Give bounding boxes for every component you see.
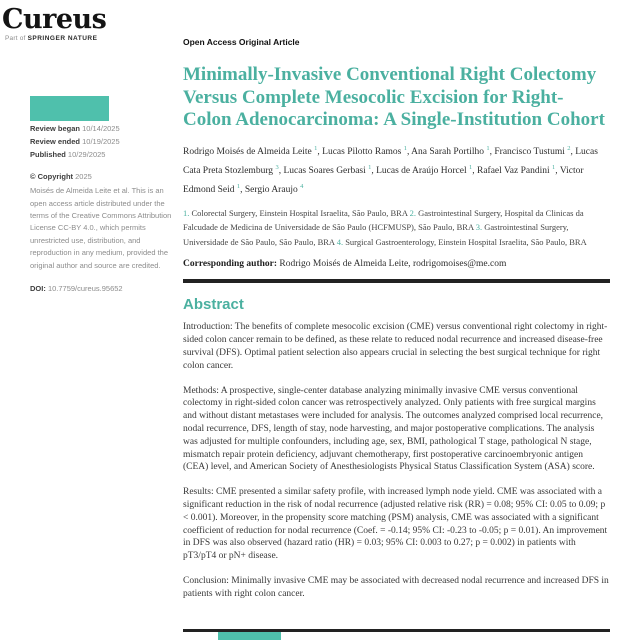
affiliation-number: 1. (183, 207, 190, 218)
logo-tagline (5, 35, 106, 42)
review-dates (30, 123, 180, 161)
bottom-divider (183, 629, 610, 632)
doi-label: DOI: (30, 284, 46, 294)
article-main (183, 37, 610, 601)
affiliation-text: Gastrointestinal Surgery, Universidade de São Paulo, São Paulo, BRA (183, 222, 569, 247)
author-affiliation-number: 1 (314, 144, 318, 152)
date-row: Review ended 10/19/2025 (30, 136, 120, 146)
article-meta-sidebar (30, 123, 180, 296)
tagline-publisher: SPRINGER NATURE (27, 35, 98, 42)
article-type-label: Open Access Original Article (183, 37, 300, 47)
cureus-logo-text: Cureus (2, 4, 107, 35)
date-row: Published 10/29/2025 (30, 149, 106, 159)
author-affiliation-number: 1 (403, 144, 407, 152)
date-row: Review began 10/14/2025 (30, 124, 120, 133)
corresponding-label: Corresponding author: (183, 259, 278, 270)
affiliation-number: 4. (336, 236, 344, 247)
abstract-paragraph-conclusion: Conclusion: Minimally invasive CME may be associated with decreased nodal recurrence and increased DFS in patients with right colon cancer. (183, 576, 609, 599)
author-name: Lucas Soares Gerbasi $^1$ (283, 163, 372, 176)
affiliation-number: 2. (409, 207, 417, 218)
section-divider-double (183, 279, 610, 283)
corresponding-name: Rodrigo Moisés de Almeida Leite, (279, 259, 411, 270)
doi-line (30, 283, 180, 296)
affiliation-text: Gastrointestinal Surgery, Hospital da Clinicas da Falcudade de Medicina de Universidade de São Paulo (HCFMUSP), São Paulo, BRA (183, 207, 584, 233)
tagline-prefix: Part of (5, 35, 28, 42)
abstract-heading: Abstract (183, 296, 244, 314)
author-name: Sergio Araujo $^4$ (244, 182, 304, 195)
cureus-logo (2, 6, 106, 42)
copyright-line (30, 171, 180, 184)
author-name: Ana Sarah Portilho $^1$ (411, 144, 490, 157)
copyright-label: © Copyright (30, 172, 74, 182)
author-name: Rafael Vaz Pandini $^1$ (476, 163, 556, 176)
doi-value: 10.7759/cureus.95652 (47, 284, 123, 294)
copyright-block (30, 171, 180, 272)
author-affiliation-number: 1 (552, 163, 556, 171)
corresponding-author-line (183, 259, 610, 269)
author-affiliation-number: 2 (567, 144, 571, 152)
author-name: Lucas Pilotto Ramos $^1$ (322, 144, 407, 157)
article-title: Minimally-Invasive Conventional Right Colectomy Versus Complete Mesocolic Excision for Right-Colon Adenocarcinoma: A Single-Institution Cohort (183, 64, 605, 130)
author-list: Rodrigo Moisés de Almeida Leite $^1$, Lucas Pilotto Ramos $^1$, Ana Sarah Portilho $^1$, Francisco Tustumi $^2$, Lucas Cata Preta Stozlemburg $^3$, Lucas Soares Gerbasi $^1$, Lucas de Araújo Horcel $^1$, Rafael Vaz Pandini $^1$, Victor Edmond Seid $^1$, Sergio Araujo $^4$ (183, 144, 598, 195)
license-text: Moisés de Almeida Leite et al. This is an open access article distributed under the terms of the Creative Commons Attribution License CC-BY 4.0., which permits unrestricted use, distribution, and reproduction in any medium, provided the original author and source are credited. (30, 186, 172, 270)
affiliation-list (183, 206, 610, 250)
teal-mask-top (30, 96, 109, 121)
abstract-paragraph-methods: Methods: A prospective, single-center database analyzing minimally invasive CME versus conventional colectomy in right-sided colon cancer was retrospectively analyzed. Only patients with free surgical margins and without distant metastases were included for analysis. The outcomes analyzed comprised local recurrence, nodal recurrence, DFS, length of stay, node harvesting, and major postoperative complications. The analysis was adjusted for multiple confounders, including age, sex, BMI, pathological T stage, pathological N stage, mismatch repair protein deficiency, adjuvant chemotherapy, first postoperative carcinoembryonic antigen (CEA) level, and American Society of Anesthesiologists Physical Status Classification System (ASA) score. (183, 385, 604, 473)
copyright-year: 2025 (75, 172, 92, 182)
author-name: Rodrigo Moisés de Almeida Leite $^1$ (183, 144, 318, 157)
author-affiliation-number: 1 (368, 163, 372, 171)
author-affiliation-number: 1 (486, 144, 490, 152)
teal-mask-bottom (218, 632, 281, 640)
author-name: Victor Edmond Seid $^1$ (183, 165, 584, 195)
author-name: Lucas Cata Preta Stozlemburg $^3$ (183, 146, 598, 176)
author-affiliation-number: 1 (468, 163, 473, 171)
abstract-paragraph-introduction: Introduction: The benefits of complete mesocolic excision (CME) versus conventional right colectomy in right-sided colon cancer remain to be defined, as these relate to reduced nodal recurrence and increased disease-free survival (DFS). Optimal patient selection also appears crucial in selecting the best surgical technique for right colon cancer. (183, 322, 608, 371)
author-affiliation-number: 4 (300, 182, 304, 190)
author-name: Francisco Tustumi $^2$ (494, 144, 571, 157)
affiliation-text: Colorectal Surgery, Einstein Hospital Israelita, São Paulo, BRA (189, 207, 408, 218)
affiliation-text: Surgical Gastroenterology, Einstein Hospital Israelita, São Paulo, BRA (343, 236, 587, 247)
affiliation-number: 3. (475, 222, 483, 233)
author-affiliation-number: 1 (236, 182, 241, 190)
corresponding-email[interactable]: rodrigomoises@me.com (412, 259, 507, 270)
author-affiliation-number: 3 (275, 163, 279, 171)
abstract-paragraph-results: Results: CME presented a similar safety profile, with increased lymph node yield. CME was associated with a significant reduction in the risk of nodal recurrence (adjusted relative risk (RR) = 0.08; 95% CI: 0.05 to 0.09; p < 0.001). Moreover, in the propensity score matching (PSM) analysis, CME was associated with a significant coefficient of reduction for nodal recurrence (Coef. = -0.14; 95% CI: -0.23 to -0.05; p = 0.01). An improvement in DFS was also observed (hazard ratio (HR) = 0.03; 95% CI: 0.003 to 0.27; p = 0.002) in patients with pT3/pT4 or pN+ disease. (183, 487, 608, 562)
author-name: Lucas de Araújo Horcel $^1$ (376, 163, 473, 176)
